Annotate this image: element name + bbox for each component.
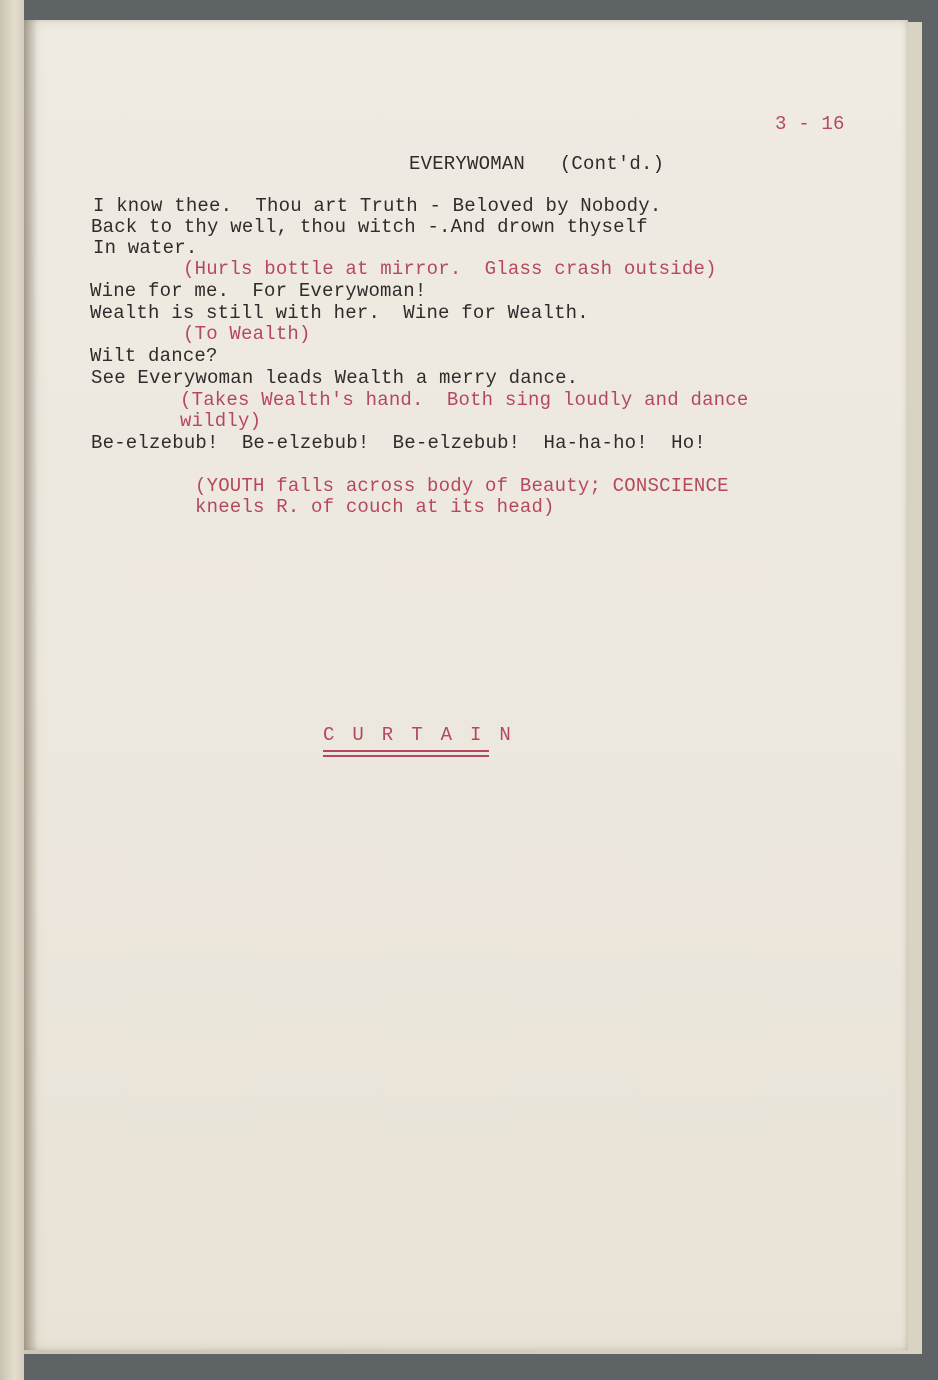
- stage-direction-line: kneels R. of couch at its head): [195, 496, 555, 518]
- curtain-underline: [323, 755, 489, 757]
- stage-direction-line: (To Wealth): [183, 323, 311, 345]
- stage-direction-line: (Hurls bottle at mirror. Glass crash outside): [183, 258, 717, 280]
- stage-direction-line: (YOUTH falls across body of Beauty; CONSCIENCE: [195, 475, 729, 497]
- dialogue-line: I know thee. Thou art Truth - Beloved by Nobody.: [93, 195, 662, 217]
- dialogue-line: Wine for me. For Everywoman!: [90, 280, 427, 302]
- curtain-label: C U R T A I N: [323, 724, 515, 746]
- dialogue-line: Back to thy well, thou witch -.And drown thyself: [91, 216, 648, 238]
- dialogue-line: In water.: [93, 237, 198, 259]
- page-heading: EVERYWOMAN (Cont'd.): [409, 153, 665, 175]
- page-number: 3 - 16: [775, 113, 845, 135]
- stage-direction-line: wildly): [180, 410, 262, 432]
- dialogue-line: Wilt dance?: [90, 345, 218, 367]
- facing-page-edge: [0, 0, 24, 1380]
- curtain-underline: [323, 750, 489, 752]
- dialogue-line: Wealth is still with her. Wine for Wealth.: [90, 302, 589, 324]
- dialogue-line: Be-elzebub! Be-elzebub! Be-elzebub! Ha-ha-ho! Ho!: [91, 432, 706, 454]
- dialogue-line: See Everywoman leads Wealth a merry dance.: [91, 367, 579, 389]
- stage-direction-line: (Takes Wealth's hand. Both sing loudly and dance: [180, 389, 749, 411]
- binding-shadow: [24, 20, 38, 1350]
